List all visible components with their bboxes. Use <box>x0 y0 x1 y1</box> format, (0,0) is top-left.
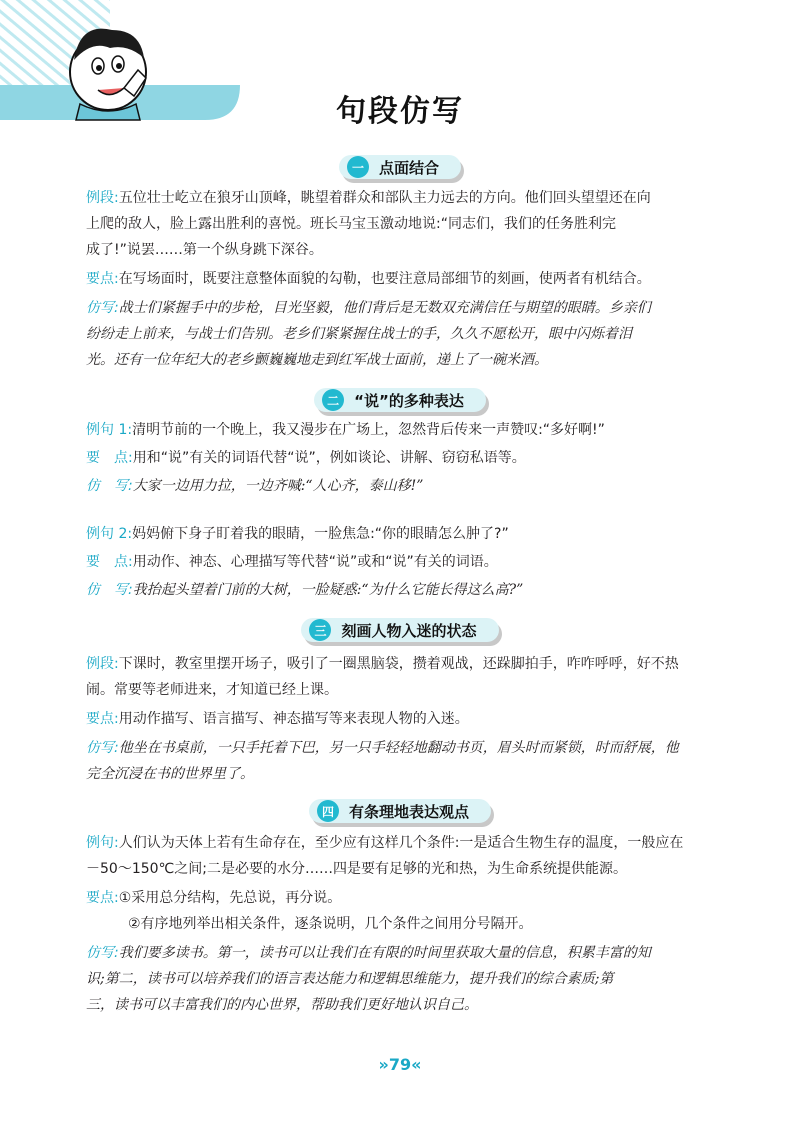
text-line <box>86 321 716 347</box>
section-number-badge: 二 <box>322 389 344 411</box>
section-number-badge: 一 <box>347 156 369 178</box>
section-title: 刻画人物入迷的状态 <box>341 621 477 640</box>
line-text: 三，读书可以丰富我们的内心世界，帮助我们更好地认识自己。 <box>86 997 478 1013</box>
section-title: “说”的多种表达 <box>354 391 464 410</box>
line-text: 用动作描写、语言描写、神态描写等来表现人物的入迷。 <box>118 711 469 727</box>
text-line <box>86 940 716 966</box>
section-heading-1 <box>0 154 800 180</box>
text-line <box>86 445 716 471</box>
section-number-badge: 三 <box>309 619 331 641</box>
line-text: 用和“说”有关的词语代替“说”，例如谈论、讲解、窃窃私语等。 <box>132 450 526 466</box>
text-line <box>86 966 716 992</box>
line-label: 例句: <box>86 835 119 851</box>
page-title: 句段仿写 <box>336 94 464 129</box>
text-line <box>86 237 716 263</box>
line-label: 例句 2: <box>86 526 133 542</box>
line-label: 仿写: <box>86 945 119 961</box>
line-text: 下课时，教室里摆开场子，吸引了一圈黑脑袋，攒着观战，还跺脚拍手，咋咋呼呼，好不热 <box>118 656 679 672</box>
line-text: 闹。常要等老师进来，才知道已经上课。 <box>86 682 338 698</box>
line-text: 识;第二，读书可以培养我们的语言表达能力和逻辑思维能力，提升我们的综合素质;第 <box>86 971 614 987</box>
line-label: 仿写: <box>86 740 119 756</box>
line-text: 成了!”说罢……第一个纵身跳下深谷。 <box>86 242 323 258</box>
text-line <box>86 830 716 856</box>
line-text: ①采用总分结构，先总说，再分说。 <box>118 890 342 906</box>
line-label: 要 点: <box>86 450 133 466</box>
text-line <box>86 651 716 677</box>
text-line <box>86 473 716 499</box>
text-line <box>86 417 716 443</box>
line-text: 大家一边用力拉，一边齐喊:“人心齐，泰山移!” <box>132 478 424 494</box>
line-label: 要 点: <box>86 554 133 570</box>
text-line <box>86 577 716 603</box>
line-text: 纷纷走上前来，与战士们告别。老乡们紧紧握住战士的手，久久不愿松开，眼中闪烁着泪 <box>86 326 632 342</box>
section-heading-4 <box>0 798 800 824</box>
left-arrows-icon: » <box>378 1055 389 1074</box>
line-label: 例段: <box>86 190 119 206</box>
text-line <box>86 885 716 911</box>
line-label: 仿写: <box>86 300 119 316</box>
text-line <box>86 911 716 937</box>
text-line <box>86 856 716 882</box>
line-text: 光。还有一位年纪大的老乡颤巍巍地走到红军战士面前，递上了一碗米酒。 <box>86 352 548 368</box>
section-heading-3 <box>0 617 800 643</box>
line-label: 例句 1: <box>86 422 133 438</box>
text-line <box>86 266 716 292</box>
line-text: 清明节前的一个晚上，我又漫步在广场上，忽然背后传来一声赞叹:“多好啊!” <box>132 422 605 438</box>
text-line <box>86 735 716 761</box>
line-text: 妈妈俯下身子盯着我的眼睛，一脸焦急:“你的眼睛怎么肿了?” <box>132 526 509 542</box>
text-line <box>86 347 716 373</box>
text-line <box>86 677 716 703</box>
section-title: 点面结合 <box>378 158 439 177</box>
text-line <box>86 185 716 211</box>
line-label: 要点: <box>86 890 119 906</box>
line-text: 我们要多读书。第一，读书可以让我们在有限的时间里获取大量的信息，积累丰富的知 <box>118 945 651 961</box>
section-number-badge: 四 <box>317 800 339 822</box>
text-line <box>86 549 716 575</box>
section-heading-2 <box>0 387 800 413</box>
line-text: 五位壮士屹立在狼牙山顶峰，眺望着群众和部队主力远去的方向。他们回头望望还在向 <box>118 190 651 206</box>
text-line <box>86 706 716 732</box>
line-label: 例段: <box>86 656 119 672</box>
text-line <box>86 992 716 1018</box>
line-text: 我抬起头望着门前的大树，一脸疑惑:“为什么它能长得这么高?” <box>132 582 524 598</box>
line-text: 人们认为天体上若有生命存在，至少应有这样几个条件:一是适合生物生存的温度，一般应在 <box>118 835 684 851</box>
text-line <box>86 761 716 787</box>
line-text: 用动作、神态、心理描写等代替“说”或和“说”有关的词语。 <box>132 554 498 570</box>
text-line <box>86 211 716 237</box>
line-text: 上爬的敌人，脸上露出胜利的喜悦。班长马宝玉激动地说:“同志们，我们的任务胜利完 <box>86 216 616 232</box>
page-number-text: 79 <box>388 1055 412 1074</box>
line-label: 仿 写: <box>86 478 133 494</box>
section-title: 有条理地表达观点 <box>348 802 469 821</box>
line-text: ②有序地列举出相关条件，逐条说明，几个条件之间用分号隔开。 <box>128 916 533 932</box>
line-text: 在写场面时，既要注意整体面貌的勾勒，也要注意局部细节的刻画，使两者有机结合。 <box>118 271 651 287</box>
line-label: 仿 写: <box>86 582 133 598</box>
line-text: 战士们紧握手中的步枪，目光坚毅，他们背后是无数双充满信任与期望的眼睛。乡亲们 <box>118 300 651 316</box>
line-text: 完全沉浸在书的世界里了。 <box>86 766 254 782</box>
line-label: 要点: <box>86 271 119 287</box>
line-label: 要点: <box>86 711 119 727</box>
line-text: 他坐在书桌前，一只手托着下巴，另一只手轻轻地翻动书页，眉头时而紧锁，时而舒展，他 <box>118 740 679 756</box>
text-line <box>86 521 716 547</box>
text-line <box>86 295 716 321</box>
page-number <box>0 1055 800 1074</box>
line-text: －50～150℃之间;二是必要的水分……四是要有足够的光和热，为生命系统提供能源。 <box>86 861 627 877</box>
right-arrows-icon: « <box>411 1055 422 1074</box>
